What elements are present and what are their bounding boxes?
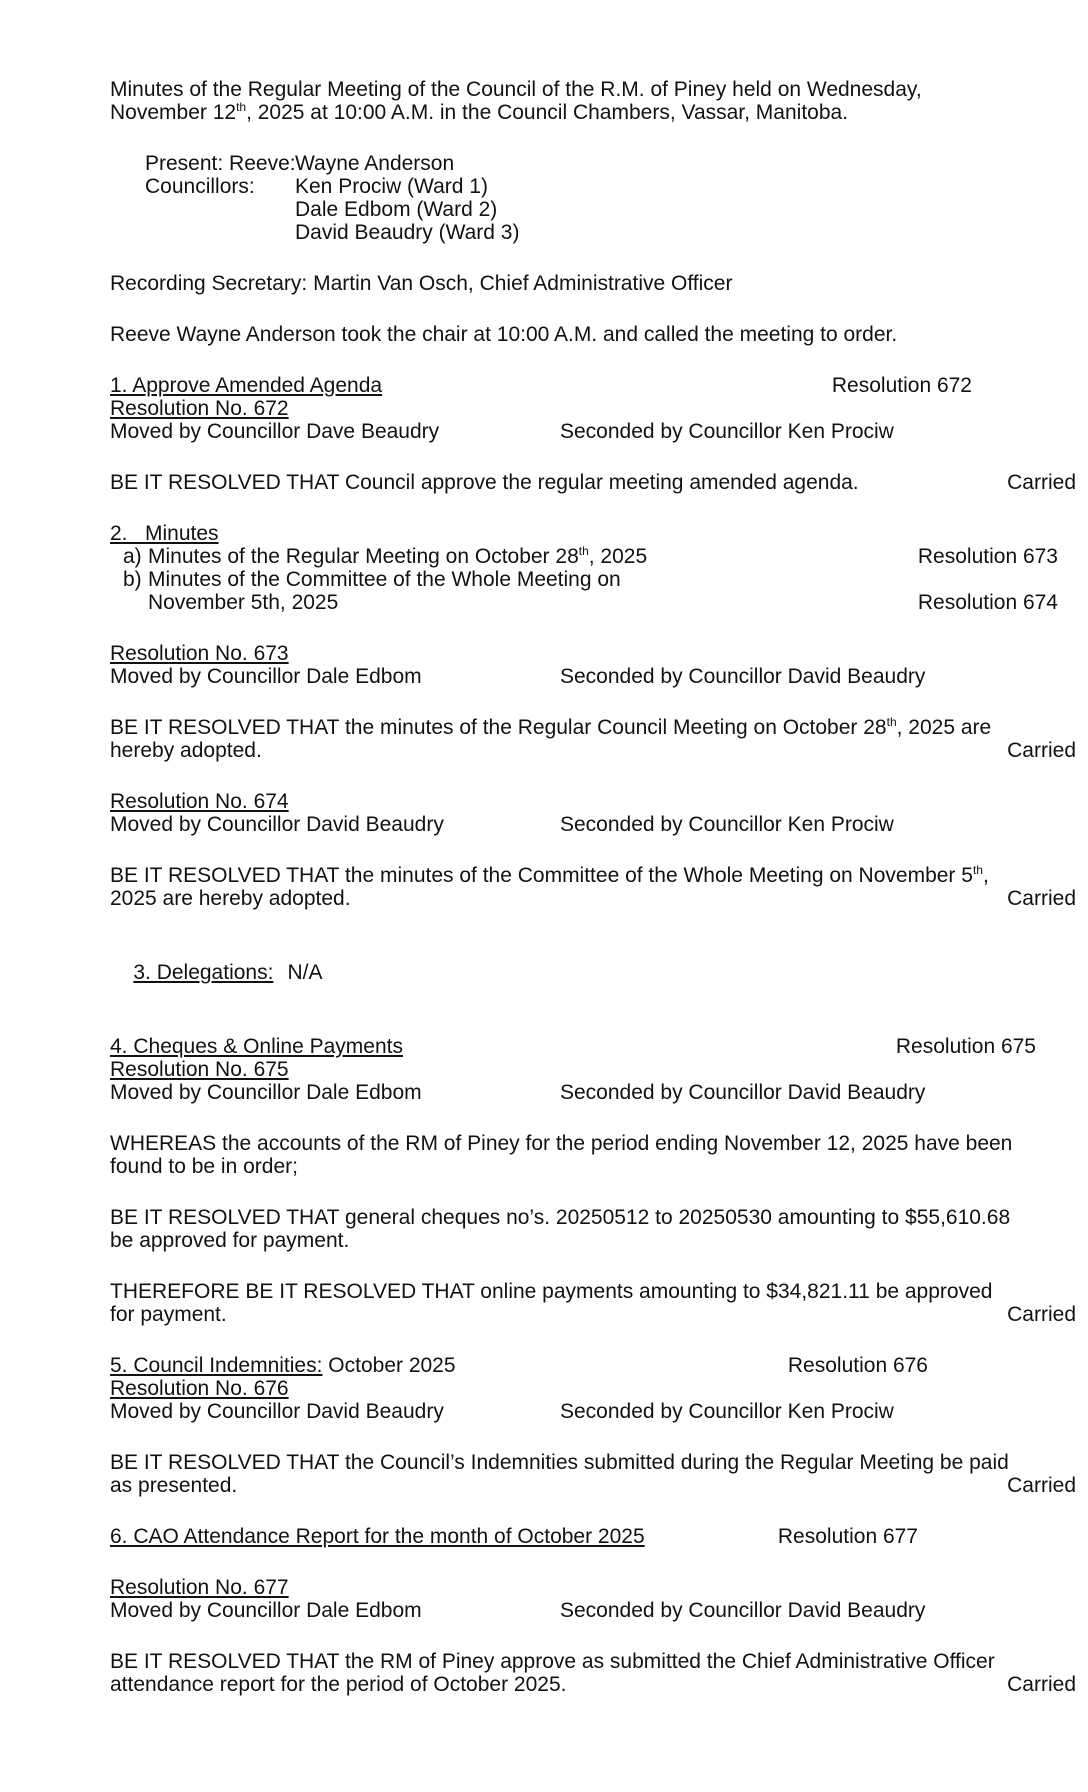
section-6-heading-block — [110, 1525, 1076, 1548]
resolved-text-674-line2: 2025 are hereby adopted. — [110, 887, 351, 910]
section-1-header-block — [110, 374, 1076, 443]
recording-secretary-line: Recording Secretary: Martin Van Osch, Chief Administrative Officer — [110, 272, 733, 295]
item-b-text-2: November 5th, 2025 — [148, 591, 339, 614]
resolved-text-672: BE IT RESOLVED THAT Council approve the regular meeting amended agenda. — [110, 471, 859, 494]
section-4-header-block — [110, 1035, 1076, 1104]
councillor-name: Dale Edbom (Ward 2) — [295, 198, 498, 221]
moved-by-674: Moved by Councillor David Beaudry — [110, 813, 444, 836]
ordinal-superscript: th — [972, 863, 983, 877]
section-3-block — [110, 938, 1076, 1007]
resolved-text-677-line1: BE IT RESOLVED THAT the RM of Piney approve as submitted the Chief Administrative Officer — [110, 1650, 995, 1673]
resolution-no-672: Resolution No. 672 — [110, 397, 289, 420]
resolution-677-header-block — [110, 1576, 1076, 1622]
ordinal-superscript: th — [578, 544, 589, 558]
seconded-by-674: Seconded by Councillor Ken Prociw — [560, 813, 894, 836]
intro-text-2: November 12 — [110, 101, 237, 124]
resolution-673-text — [110, 716, 1076, 762]
section-5-heading-row — [110, 1354, 1076, 1377]
minutes-item-b-line2 — [110, 591, 1076, 614]
empty-cell — [145, 221, 295, 244]
moved-by-677: Moved by Councillor Dale Edbom — [110, 1599, 422, 1622]
whereas-line2: found to be in order; — [110, 1155, 298, 1178]
resolved-text-673-line2: hereby adopted. — [110, 739, 262, 762]
carried-status-672: Carried — [1007, 471, 1076, 494]
section-5-heading: 5. Council Indemnities: — [110, 1354, 323, 1377]
moved-by-676: Moved by Councillor David Beaudry — [110, 1400, 444, 1423]
mover-row — [110, 420, 1076, 443]
resolution-ref-674: Resolution 674 — [917, 591, 1058, 614]
empty-cell — [145, 198, 295, 221]
resolution-ref-676: Resolution 676 — [787, 1354, 928, 1377]
call-to-order-line: Reeve Wayne Anderson took the chair at 10:00 A.M. and called the meeting to order. — [110, 323, 898, 346]
section-5-heading-wrap — [110, 1354, 456, 1377]
cheques-resolved-paragraph — [110, 1206, 1076, 1252]
section-2-block — [110, 522, 1076, 614]
resolution-no-673: Resolution No. 673 — [110, 642, 289, 665]
resolution-673-header-block — [110, 642, 1076, 688]
section-1-heading-row — [110, 374, 1076, 397]
resolution-no-675: Resolution No. 675 — [110, 1058, 289, 1081]
mover-row — [110, 813, 1076, 836]
mover-row — [110, 1599, 1076, 1622]
mover-row — [110, 1400, 1076, 1423]
section-5-heading-suffix: October 2025 — [322, 1354, 456, 1377]
resolved-text-674-line1: BE IT RESOLVED THAT the minutes of the Committee of the Whole Meeting on November 5th, — [110, 863, 989, 887]
reeve-name: Wayne Anderson — [295, 152, 455, 175]
carried-status-677: Carried — [1007, 1673, 1076, 1696]
meeting-minutes-page — [110, 78, 1076, 1724]
carried-status-674: Carried — [1007, 887, 1076, 910]
present-reeve-label: Present: Reeve: — [145, 152, 296, 175]
section-3-heading: 3. Delegations: — [133, 961, 274, 984]
online-line2: for payment. — [110, 1303, 227, 1326]
item-b-indent — [123, 591, 148, 614]
whereas-line1: WHEREAS the accounts of the RM of Piney for the period ending November 12, 2025 have been — [110, 1132, 1013, 1155]
item-a-marker: a) — [123, 545, 142, 568]
intro-line-2 — [110, 101, 1076, 124]
resolution-ref-672: Resolution 672 — [831, 374, 972, 397]
section-2-heading: 2. Minutes — [110, 522, 219, 545]
resolved-text-676-line1: BE IT RESOLVED THAT the Council’s Indemnities submitted during the Regular Meeting be paid — [110, 1451, 1009, 1474]
section-5-header-block — [110, 1354, 1076, 1423]
resolution-no-677: Resolution No. 677 — [110, 1576, 289, 1599]
seconded-by-675: Seconded by Councillor David Beaudry — [560, 1081, 926, 1104]
intro-text-3: , 2025 at 10:00 A.M. in the Council Chambers, Vassar, Manitoba. — [246, 101, 849, 124]
whereas-paragraph — [110, 1132, 1076, 1178]
item-b-marker: b) — [123, 568, 142, 591]
carried-status-676: Carried — [1007, 1474, 1076, 1497]
resolution-674-header-block — [110, 790, 1076, 836]
cheques-line1: BE IT RESOLVED THAT general cheques no’s. 20250512 to 20250530 amounting to $55,610.68 — [110, 1206, 1011, 1229]
resolution-676-text — [110, 1451, 1076, 1497]
intro-paragraph — [110, 78, 1076, 124]
minutes-item-b-line1 — [110, 568, 1076, 591]
resolved-text-677-line2: attendance report for the period of October 2025. — [110, 1673, 567, 1696]
moved-by-673: Moved by Councillor Dale Edbom — [110, 665, 422, 688]
moved-by-675: Moved by Councillor Dale Edbom — [110, 1081, 422, 1104]
section-6-heading-row — [110, 1525, 1076, 1548]
resolution-677-text — [110, 1650, 1076, 1696]
mover-row — [110, 1081, 1076, 1104]
seconded-by-673: Seconded by Councillor David Beaudry — [560, 665, 926, 688]
carried-status-675: Carried — [1007, 1303, 1076, 1326]
section-4-heading: 4. Cheques & Online Payments — [110, 1035, 403, 1058]
seconded-by-676: Seconded by Councillor Ken Prociw — [560, 1400, 894, 1423]
carried-status-673: Carried — [1007, 739, 1076, 762]
seconded-by-672: Seconded by Councillor Ken Prociw — [560, 420, 894, 443]
item-b-text-1: Minutes of the Committee of the Whole Meeting on — [148, 568, 621, 591]
resolution-672-text — [110, 471, 1076, 494]
resolution-no-676: Resolution No. 676 — [110, 1377, 289, 1400]
ordinal-superscript: th — [236, 100, 247, 114]
section-1-heading: 1. Approve Amended Agenda — [110, 374, 383, 397]
resolved-text-676-line2: as presented. — [110, 1474, 238, 1497]
resolved-text-673-line1: BE IT RESOLVED THAT the minutes of the Regular Council Meeting on October 28th, 2025 are — [110, 715, 992, 739]
councillor-name: David Beaudry (Ward 3) — [295, 221, 520, 244]
councillors-label: Councillors: — [145, 175, 255, 198]
online-line1: THEREFORE BE IT RESOLVED THAT online payments amounting to $34,821.11 be approved — [110, 1280, 993, 1303]
moved-by-672: Moved by Councillor Dave Beaudry — [110, 420, 440, 443]
resolution-674-text — [110, 864, 1076, 910]
section-4-heading-row — [110, 1035, 1076, 1058]
section-6-heading: 6. CAO Attendance Report for the month of October 2025 — [110, 1525, 645, 1548]
item-a-text: Minutes of the Regular Meeting on October 28th, 2025 — [148, 544, 648, 568]
attendance-block — [145, 152, 1076, 244]
resolution-ref-673: Resolution 673 — [917, 545, 1058, 568]
intro-text-1: Minutes of the Regular Meeting of the Council of the R.M. of Piney held on Wednesday, — [110, 78, 922, 101]
resolution-ref-677: Resolution 677 — [777, 1525, 918, 1548]
intro-line-1 — [110, 78, 1076, 101]
ordinal-superscript: th — [886, 715, 897, 729]
cheques-line2: be approved for payment. — [110, 1229, 350, 1252]
seconded-by-677: Seconded by Councillor David Beaudry — [560, 1599, 926, 1622]
section-3-value: N/A — [287, 961, 323, 984]
online-payments-paragraph — [110, 1280, 1076, 1326]
minutes-item-a — [110, 545, 1076, 568]
mover-row — [110, 665, 1076, 688]
resolution-no-674: Resolution No. 674 — [110, 790, 289, 813]
councillor-name: Ken Prociw (Ward 1) — [295, 175, 488, 198]
resolution-ref-675: Resolution 675 — [895, 1035, 1036, 1058]
